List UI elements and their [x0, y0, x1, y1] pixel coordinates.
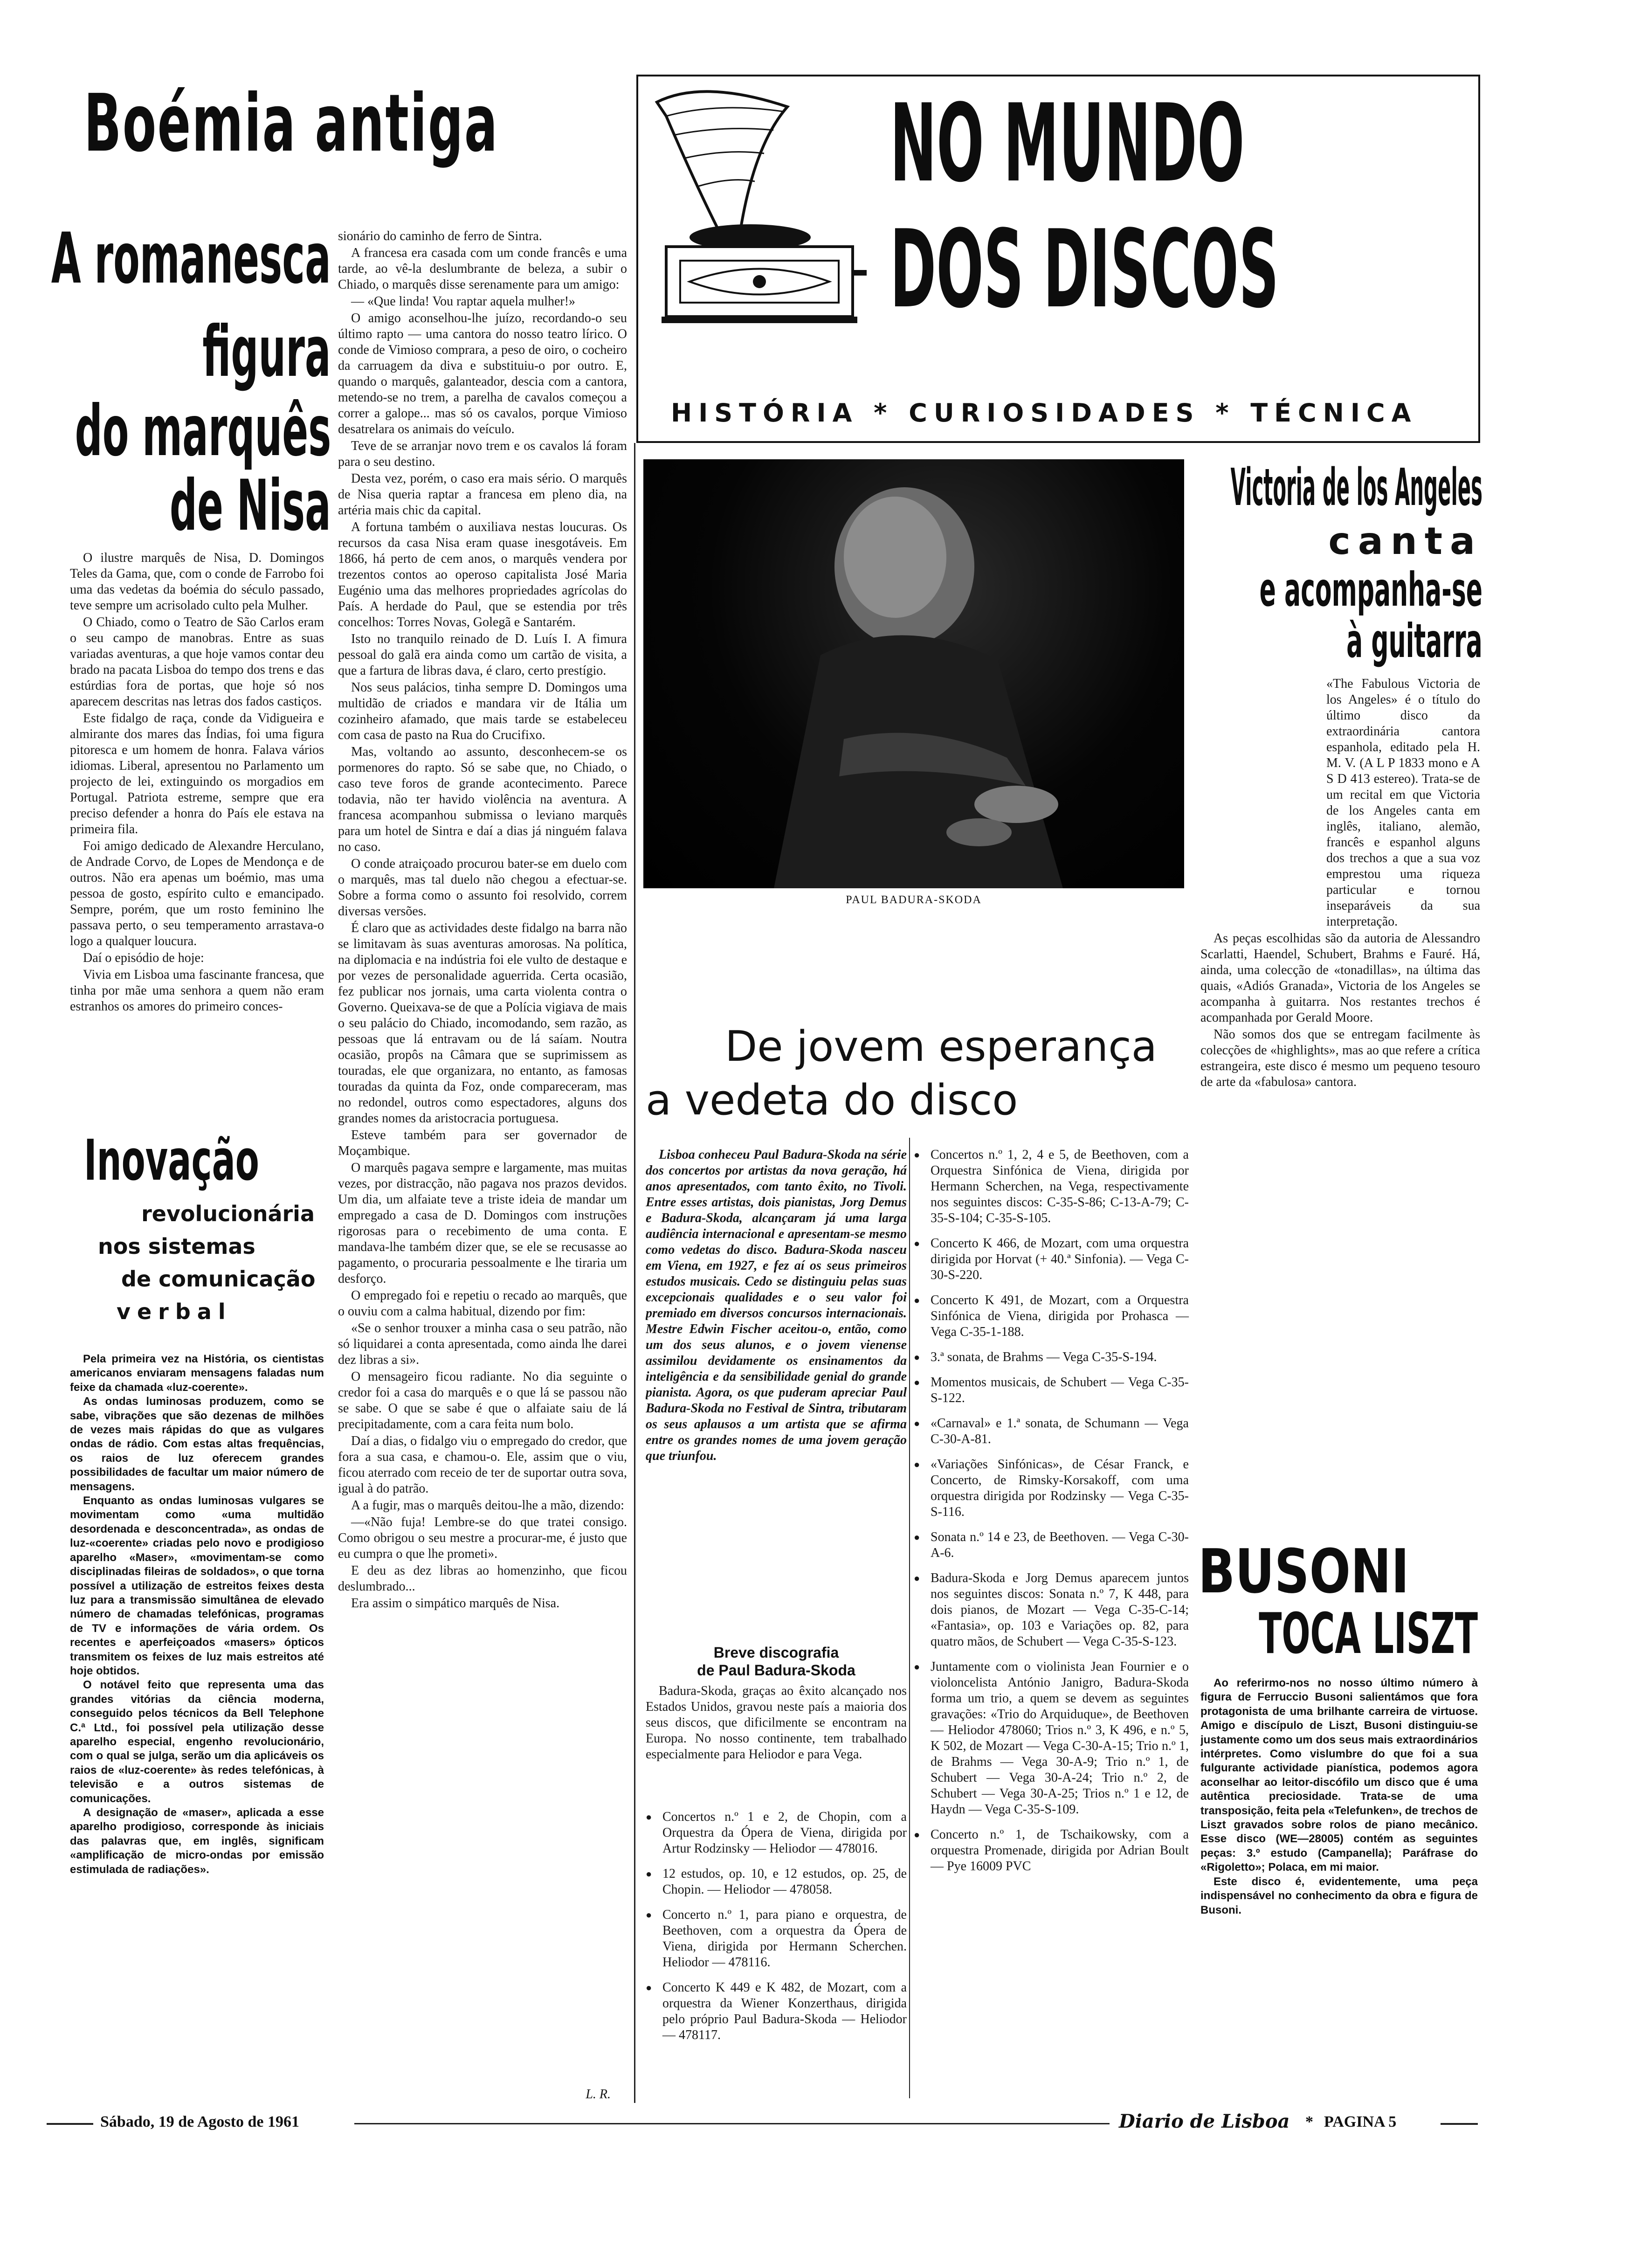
boemia-title: Boémia antiga [84, 77, 499, 170]
masthead-title-2: DOS DISCOS [890, 207, 1279, 332]
boemia-col2: sionário do caminho de ferro de Sintra. A francesa era casada com um conde francês e uma tarde, ao vê-la deslumbrante de beleza, a subir o Chiado, o marquês disse serenamente para um amigo: — «Que linda! Vou raptar aquela mulher!» O amigo aconselhou-lhe juízo, recordando-o seu último rapto — uma cantora do nosso teatro lírico. O conde de Vimioso comprara, a peso de oiro, o cocheiro da carruagem da diva e substituiu-o por outro. E, quando o marquês, galanteador, descia com a cantora, metendo-se no trem, a parelha de cavalos começou a correr a galope... mas só os cavalos, porque Vimioso desatrelara os animais do veículo. Teve de se arranjar novo trem e os cavalos lá foram para o seu destino. Desta vez, porém, o caso era mais sério. O marquês de Nisa queria raptar a francesa em pleno dia, na artéria mais chic da capital. A fortuna também o auxiliava nestas loucuras. Os recursos da casa Nisa eram quase inesgotáveis. Em 1866, há perto de cem anos, o marquês vendera por trezentos contos ao operoso capitalista José Maria Eugénio uma das melhores propriedades agrícolas do País. A herdade do Paul, que se estendia por três concelhos: Torres Novas, Golegã e Santarém. Isto no tranquilo reinado de D. Luís I. A fimura pessoal do galã era ainda como um cartão de visita, a que a fartura de libras dava, é claro, certo prestígio. Nos seus palácios, tinha sempre D. Domingos uma multidão de criados e mandara vir de Itália um cozinheiro afamado, que mais tarde se estabeleceu com casa de pasto na Rua do Crucifixo. Mas, voltando ao assunto, desconhecem-se os pormenores do rapto. Só se sabe que, no Chiado, o caso teve foros de grande acontecimento. Parece todavia, não ter havido violência na aventura. A francesa acompanhou submissa o leviano marquês para um hotel de Sintra e daí a dias já ninguém falava no caso. O conde atraiçoado procurou bater-se em duelo com o marquês, mas tal duelo não chegou a efectuar-se. Sobre a forma como o assunto foi resolvido, correm diversas versões. É claro que as actividades deste fidalgo na barra não se limitavam às suas aventuras amorosas. Na política, na diplomacia e na indústria foi ele vulto de destaque e por vezes de personalidade aguerrida. Certa ocasião, fez publicar nos jornais, uma carta violenta contra o Governo. Queixava-se de que a Polícia vigiava de mais o seu palácio do Chiado, incomodando, sem razão, as pessoas que lá entravam ou de lá saíam. Noutra ocasião, propôs na Câmara que se suprimissem as touradas, ele que organizara, no entanto, as famosas touradas da quinta da Foz, onde compareceram, mas no redondel, outros como espectadores, alguns dos grandes nomes da aristocracia portuguesa. Esteve também para ser governador de Moçambique. O marquês pagava sempre e largamente, mas muitas vezes, por distracção, não pagava nos prazos devidos. Um dia, um alfaiate teve a triste ideia de mandar um empregado a casa de D. Domingos com instruções rigorosas para o recebimento de uma conta. E mandava-lhe também dizer que, se ele se recusasse ao pagamento, o procuraria pessoalmente e lhe tiraria um desforço. O empregado foi e repetiu o recado ao marquês, que o ouviu com a calma habitual, dizendo por fim: «Se o senhor trouxer a minha casa o seu patrão, não só liquidarei a conta apresentada, como ainda lhe darei dez libras a si». O mensageiro ficou radiante. No dia seguinte o credor foi a casa do marquês e o que lá se passou não se sabe. O que se sabe é que o alfaiate saiu de lá precipitadamente, com a cara feita num bolo. Daí a dias, o fidalgo viu o empregado do credor, que fora a sua casa, e chamou-o. Ele, assim que o viu, ficou aterrado com receio de ter de suportar outra sova, igual à do patrão. A a fugir, mas o marquês deitou-lhe a mão, dizendo: —«Não fuja! Lembre-se do que tratei consigo. Como obrigou o seu mestre a procurar-me, é justo que eu cumpra o que lhe prometi». E deu as dez libras ao homenzinho, que ficou deslumbrado... Era assim o simpático marquês de Nisa. [338, 229, 627, 1611]
list-item: ● Sonata n.º 14 e 23, de Beethoven. — Vega C-30-A-6. [914, 1529, 1189, 1561]
list-item: ● Concerto K 466, de Mozart, com uma orquestra dirigida por Horvat (+ 40.ª Sinfonia). — Vega C-30-S-220. [914, 1236, 1189, 1283]
badura-skoda-photo [643, 459, 1184, 888]
photo-caption: PAUL BADURA-SKODA [846, 894, 982, 906]
footer [47, 2110, 1482, 2138]
masthead-box [636, 75, 1480, 443]
victoria-headline: Victoria de los Angeles canta e acompanha-se à guitarra [1230, 457, 1482, 668]
disc-heading: Breve discografia de Paul Badura-Skoda [697, 1644, 855, 1679]
list-item: ● Concerto K 491, de Mozart, com a Orquestra Sinfónica de Viena, dirigida por Prohasca — Vega C-35-1-188. [914, 1293, 1189, 1340]
inovacao-header: Inovação revolucionária nos sistemas de comunicação verbal [84, 1128, 316, 1324]
list-item: ● 3.ª sonata, de Brahms — Vega C-35-S-194. [914, 1349, 1189, 1365]
busoni-body: Ao referirmo-nos no nosso último número à figura de Ferruccio Busoni salientámos que fora protagonista de uma brilhante carreira de virtuose. Amigo e discípulo de Liszt, Busoni distinguiu-se justamente como um dos seus mais extraordinários intérpretes. Como vislumbre do que foi a sua fulgurante actividade pianística, podemos agora aconselhar ao leitor-discófilo um disco que é uma autêntica preciosidade. Trata-se de uma transposição, feita pela «Telefunken», de trechos de Liszt gravados sobre rolos de piano mecânico. Esse disco (WE—28005) contém as seguintes peças: 3.º estudo (Campanella); Paráfrase do «Rigoletto»; Polaca, em mi maior. Este disco é, evidentemente, uma peça indispensável no conhecimento da obra e figura de Busoni. [1200, 1677, 1478, 1916]
victoria-body: «The Fabulous Victoria de los Angeles» é o título do último disco da extraordinária cantora espanhola, editado pela H. M. V. (A L P 1833 mono e A S D 413 estereo). Trata-se de um recital em que Victoria de los Angeles canta em inglês, italiano, alemão, francês e espanhol alguns dos trechos a que a sua voz emprestou uma riqueza particular e tornou inseparáveis da sua interpretação. As peças escolhidas são da autoria de Alessandro Scarlatti, Haendel, Schubert, Brahms e Fauré. Há, ainda, uma colecção de «tonadillas», na última das quais, «Adiós Granada», Victoria de los Angeles se acompanha à guitarra. Nos restantes trechos é acompanhada por Gerald Moore. Não somos dos que se entregam facilmente às colecções de «highlights», mas ao que refere a crítica estrangeira, este disco é mesmo um pequeno tesouro de arte da «fabulosa» cantora. [1200, 677, 1480, 1089]
disc-intro: Badura-Skoda, graças ao êxito alcançado nos Estados Unidos, gravou neste país a maioria dos seus discos, que dificilmente se encontram na Europa. No nosso continente, tem trabalhado especialmente para Heliodor e para Vega. [646, 1684, 907, 1762]
footer-star: * [1305, 2113, 1313, 2130]
list-item: ● Concerto n.º 1, para piano e orquestra, de Beethoven, com a orquestra da Ópera de Viena, dirigida por Hermann Scherchen. Heliodor — 478116. [646, 1907, 907, 1971]
column-rule [634, 443, 635, 2103]
list-item: ● Juntamente com o violinista Jean Fournier e o violoncelista António Janigro, Badura-Skoda forma um trio, a quem se devem as seguintes gravações: «Trio do Arquiduque», de Beethoven — Heliodor 478060; Trios n.º 3, K 496, e n.º 5, K 502, de Mozart — Vega C-30-A-15; Trio n.º 1, de Brahms — Vega 30-A-9; Trio n.º 1, de Schubert — Vega 30-A-24; Trio n.º 2, de Schubert — Vega 30-A-25; Trios n.º 1 e 12, de Haydn — Vega C-35-S-109. [914, 1659, 1189, 1818]
page-number: PAGINA 5 [1324, 2113, 1397, 2130]
masthead-tagline: HISTÓRIA * CURIOSIDADES * TÉCNICA [671, 398, 1418, 428]
list-item: ● Concerto K 449 e K 482, de Mozart, com a orquestra da Wiener Konzerthaus, dirigida pelo próprio Paul Badura-Skoda — Heliodor — 478117. [646, 1980, 907, 2043]
list-item: ● Badura-Skoda e Jorg Demus aparecem juntos nos seguintes discos: Sonata n.º 7, K 448, para dois pianos, de Mozart — Vega C-35-C-14; «Fantasia», op. 103 e Variações op. 82, para quatro mãos, de Schubert — Vega C-35-S-123. [914, 1570, 1189, 1650]
masthead-title-1: NO MUNDO [890, 82, 1245, 206]
pianist-silhouette [643, 459, 1184, 888]
list-item: ● Concerto n.º 1, de Tschaikowsky, com a orquestra Promenade, dirigida por Adrian Boult — Pye 16009 PVC [914, 1827, 1189, 1874]
list-item: ● 12 estudos, op. 10, e 12 estudos, op. 25, de Chopin. — Heliodor — 478058. [646, 1866, 907, 1898]
boemia-col1: O ilustre marquês de Nisa, D. Domingos Teles da Gama, que, com o conde de Farrobo foi uma das vedetas da boémia do século passado, teve sempre um acrisolado culto pela Mulher. O Chiado, como o Teatro de São Carlos eram o seu campo de manobras. Entre as suas variadas aventuras, a que hoje vamos contar deu brado na pacata Lisboa do tempo dos trens e das estúrdias fora de portas, que hoje só nos aparecem descritas nas letras dos fados castiços. Este fidalgo de raça, conde da Vidigueira e almirante dos mares das Índias, foi uma figura pitoresca e um homem de honra. Falava vários idiomas. Liberal, apresentou no Parlamento um projecto de lei, extinguindo os morgadios em Portugal. Patriota estreme, sempre que era preciso defender a honra do País ele estava na primeira fila. Foi amigo dedicado de Alexandre Herculano, de Andrade Corvo, de Lopes de Mendonça e de outros. Não era apenas um boémio, mas uma pessoa de gosto, espírito culto e emancipado. Sempre, porém, que um rosto feminino lhe passava perto, o seu temperamento arrastava-o logo a qualquer loucura. Daí o episódio de hoje: Vivia em Lisboa uma fascinante francesa, que tinha por mãe uma senhora a quem não eram estranhos os amores do primeiro conces- [70, 551, 324, 1014]
footer-date: Sábado, 19 de Agosto de 1961 [100, 2113, 299, 2130]
discography-list-b [914, 1147, 1189, 1884]
inovacao-body: Pela primeira vez na História, os cientistas americanos enviaram mensagens faladas num feixe da chamada «luz-coerente». As ondas luminosas produzem, como se sabe, vibrações que são dezenas de milhões de vezes mais rápidas do que as vulgares ondas de rádio. Com estas altas frequências, os raios de luz oferecem grandes possibilidades de facultar um maior número de mensagens. Enquanto as ondas luminosas vulgares se movimentam como «uma multidão desordenada e desconcentrada», as ondas de luz-«coerente» criadas pelo novo e prodigioso aparelho «Maser», «movimentam-se como disciplinadas fileiras de soldados», o que torna possível a utilização de estreitos feixes desta luz para a transmissão simultânea de elevado número de chamadas telefónicas, programas de TV e informações de vária ordem. Os recentes e aperfeiçoados «masers» ópticos transmitem os feixes de luz mais estreitos até hoje obtidos. O notável feito que representa uma das grandes vitórias da ciência moderna, conseguido pelos técnicos da Bell Telephone C.ª Ltd., foi possível pela utilização desse aparelho especial, engenho revolucionário, com o qual se julga, serão um dia aplicáveis os raios de «luz-coerente» às redes telefónicas, à televisão e a outros sistemas de comunicações. A designação de «maser», aplicada a esse aparelho prodigioso, corresponde às iniciais das palavras que, em inglês, significam «amplificação de micro-ondas por emissão estimulada de radiações». [70, 1353, 324, 1876]
column-rule [909, 1138, 910, 2098]
boemia-signature: L. R. [586, 2087, 611, 2102]
list-item: ● «Carnaval» e 1.ª sonata, de Schumann — Vega C-30-A-81. [914, 1416, 1189, 1447]
list-item: ● «Variações Sinfónicas», de César Franck, e Concerto, de Rimsky-Korsakoff, com uma orquestra dirigida por Rodzinsky — Vega C-35-S-116. [914, 1457, 1189, 1520]
jovem-intro: Lisboa conheceu Paul Badura-Skoda na série dos concertos por artistas da nova geração, há anos apresentados, com tanto êxito, no Tivoli. Entre esses artistas, dois pianistas, Jorg Demus e Badura-Skoda, alcançaram já uma larga audiência internacional e apresentam-se mesmo como vedetas do disco. Badura-Skoda nasceu em Viena, em 1927, e fez aí os seus primeiros estudos musicais. Cedo se distinguiu pelas suas excepcionais qualidades e o seu valor foi premiado em diversos concursos internacionais. Mestre Edwin Fischer aceitou-o, então, como um dos seus alunos, e o jovem vienense assimilou devidamente os ensinamentos da inteligência e da sensibilidade genial do grande pianista. Agora, os que puderam apreciar Paul Badura-Skoda no Festival de Sintra, tributaram os seus aplausos a um artista que se afirma entre os grandes nomes de uma jovem geração que triunfou. [646, 1148, 907, 1463]
busoni-header: BUSONI TOCA LISZT [1198, 1536, 1478, 1666]
list-item: ● Concertos n.º 1, 2, 4 e 5, de Beethoven, com a Orquestra Sinfónica de Viena, dirigida por Hermann Scherchen, na Vega, respectivamente nos seguintes discos: C-35-S-86; C-13-A-79; C-35-S-104; C-35-S-105. [914, 1147, 1189, 1226]
list-item: ● Momentos musicais, de Schubert — Vega C-35-S-122. [914, 1375, 1189, 1406]
footer-paper-name: Diario de Lisboa [1119, 2110, 1290, 2132]
gramophone-icon [648, 88, 871, 331]
list-item: ● Concertos n.º 1 e 2, de Chopin, com a Orquestra da Ópera de Viena, dirigida por Artur Rodzinsky — Heliodor — 478016. [646, 1809, 907, 1857]
discography-list-a [646, 1809, 907, 2053]
